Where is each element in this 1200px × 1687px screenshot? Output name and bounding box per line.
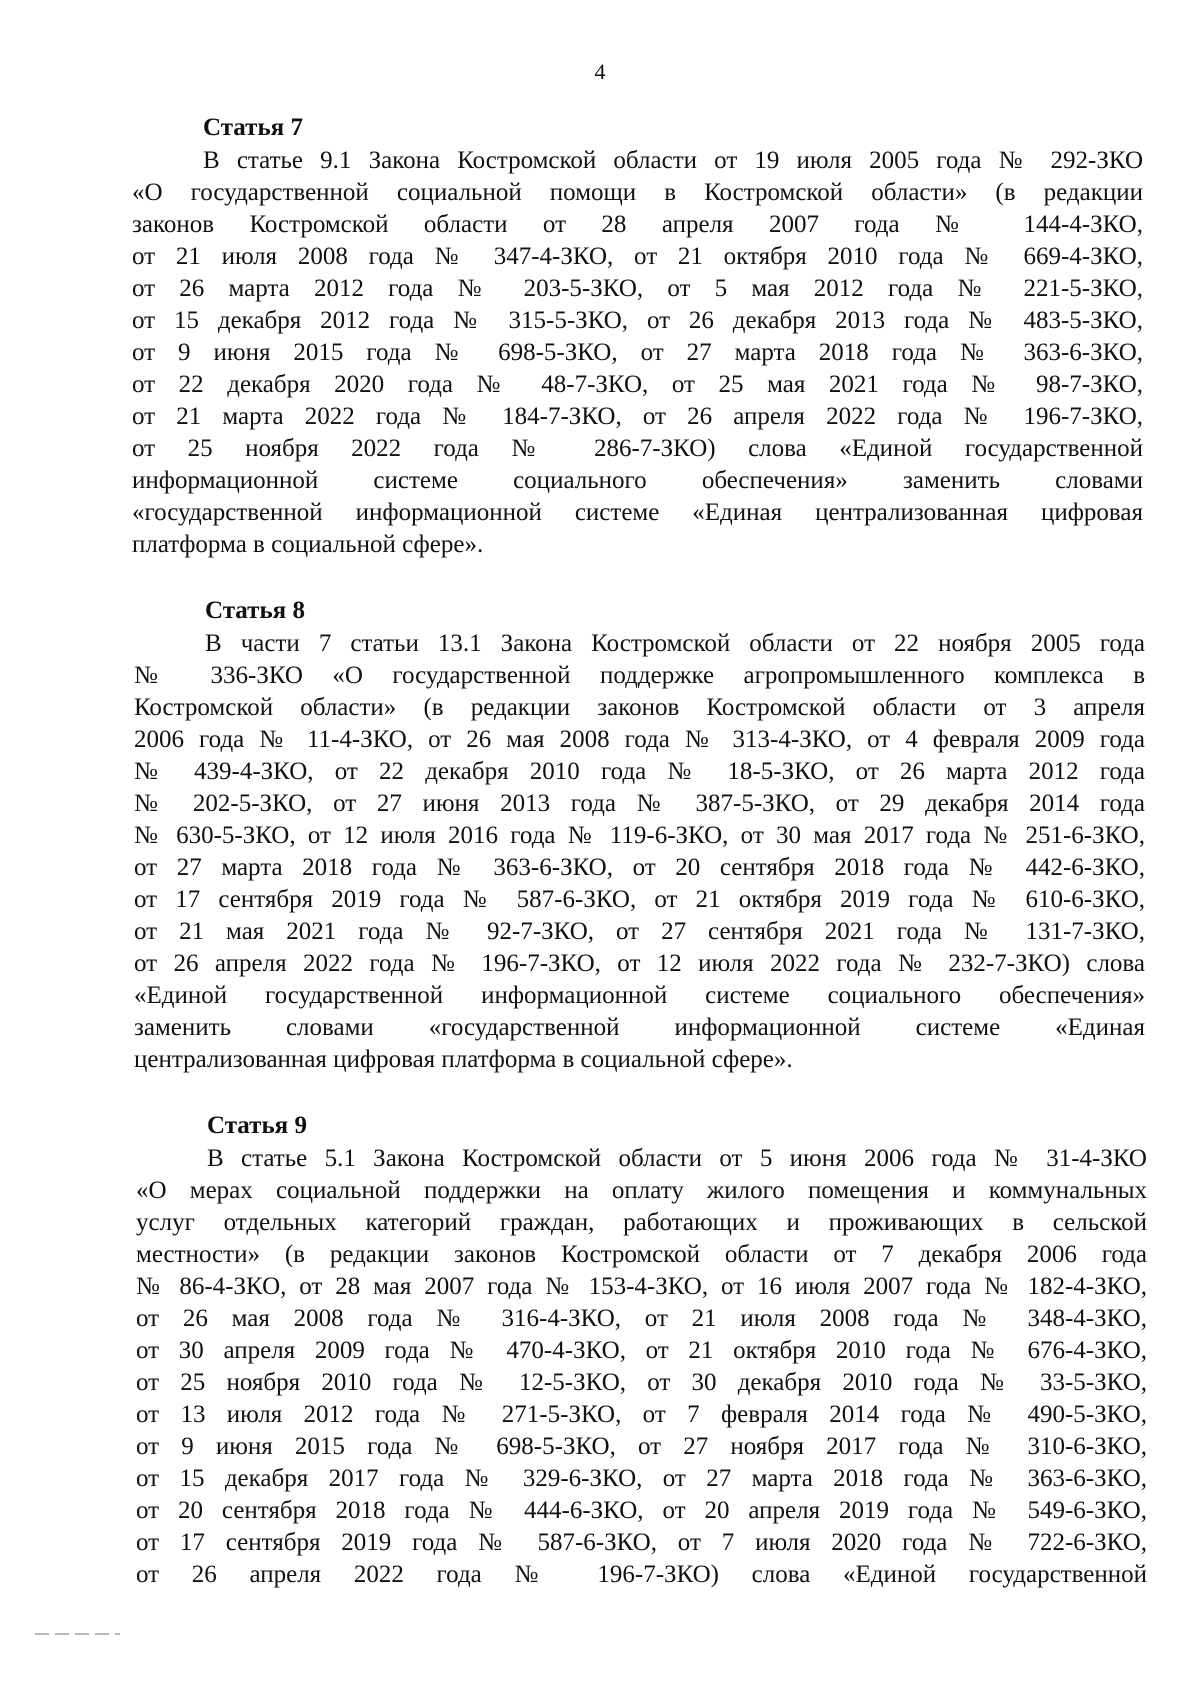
text-line: информационной системе социального обеспечения» заменить словами bbox=[132, 467, 1143, 494]
text-line: «О государственной социальной помощи в Костромской области» (в редакции bbox=[132, 179, 1143, 206]
text-line: «Единой государственной информационной системе социального обеспечения» bbox=[134, 982, 1145, 1009]
article-title: Статья 9 bbox=[207, 1112, 307, 1139]
text-line: В части 7 статьи 13.1 Закона Костромской области от 22 ноября 2005 года bbox=[205, 630, 1145, 657]
text-line: № 336-ЗКО «О государственной поддержке агропромышленного комплекса в bbox=[134, 662, 1145, 689]
text-line: от 22 декабря 2020 года № 48-7-ЗКО, от 25 мая 2021 года № 98-7-ЗКО, bbox=[132, 371, 1143, 398]
text-line: от 9 июня 2015 года № 698-5-ЗКО, от 27 ноября 2017 года № 310-6-ЗКО, bbox=[136, 1433, 1147, 1460]
text-line: 2006 года № 11-4-ЗКО, от 26 мая 2008 года № 313-4-ЗКО, от 4 февраля 2009 года bbox=[134, 726, 1145, 753]
text-line: № 630-5-ЗКО, от 12 июля 2016 года № 119-6-ЗКО, от 30 мая 2017 года № 251-6-ЗКО, bbox=[134, 822, 1145, 849]
text-line: от 20 сентября 2018 года № 444-6-ЗКО, от 20 апреля 2019 года № 549-6-ЗКО, bbox=[136, 1497, 1147, 1524]
text-line: местности» (в редакции законов Костромской области от 7 декабря 2006 года bbox=[136, 1241, 1147, 1268]
text-line: от 21 марта 2022 года № 184-7-ЗКО, от 26 апреля 2022 года № 196-7-ЗКО, bbox=[132, 403, 1143, 430]
text-line: от 26 мая 2008 года № 316-4-ЗКО, от 21 июля 2008 года № 348-4-ЗКО, bbox=[136, 1305, 1147, 1332]
page-number: 4 bbox=[594, 59, 606, 84]
text-line: от 13 июля 2012 года № 271-5-ЗКО, от 7 февраля 2014 года № 490-5-ЗКО, bbox=[136, 1401, 1147, 1428]
text-line: от 21 мая 2021 года № 92-7-ЗКО, от 27 сентября 2021 года № 131-7-ЗКО, bbox=[134, 918, 1145, 945]
text-line: централизованная цифровая платформа в социальной сфере». bbox=[134, 1046, 793, 1073]
text-line: от 26 апреля 2022 года № 196-7-ЗКО) слова «Единой государственной bbox=[136, 1561, 1147, 1588]
text-line: услуг отдельных категорий граждан, работающих и проживающих в сельской bbox=[136, 1209, 1147, 1236]
text-line: В статье 9.1 Закона Костромской области от 19 июля 2005 года № 292-ЗКО bbox=[203, 147, 1143, 174]
text-line: от 17 сентября 2019 года № 587-6-ЗКО, от 21 октября 2019 года № 610-6-ЗКО, bbox=[134, 886, 1145, 913]
text-line: от 17 сентября 2019 года № 587-6-ЗКО, от 7 июля 2020 года № 722-6-ЗКО, bbox=[136, 1529, 1147, 1556]
text-line: от 30 апреля 2009 года № 470-4-ЗКО, от 21 октября 2010 года № 676-4-ЗКО, bbox=[136, 1337, 1147, 1364]
text-line: от 25 ноября 2010 года № 12-5-ЗКО, от 30 декабря 2010 года № 33-5-ЗКО, bbox=[136, 1369, 1147, 1396]
text-line: № 439-4-ЗКО, от 22 декабря 2010 года № 18-5-ЗКО, от 26 марта 2012 года bbox=[134, 758, 1145, 785]
text-line: «государственной информационной системе «Единая централизованная цифровая bbox=[132, 499, 1143, 526]
text-line: от 26 марта 2012 года № 203-5-ЗКО, от 5 мая 2012 года № 221-5-ЗКО, bbox=[132, 275, 1143, 302]
scan-artifact bbox=[35, 1633, 120, 1635]
text-line: от 21 июля 2008 года № 347-4-ЗКО, от 21 октября 2010 года № 669-4-ЗКО, bbox=[132, 243, 1143, 270]
text-line: «О мерах социальной поддержки на оплату жилого помещения и коммунальных bbox=[136, 1177, 1147, 1204]
text-line: от 15 декабря 2017 года № 329-6-ЗКО, от 27 марта 2018 года № 363-6-ЗКО, bbox=[136, 1465, 1147, 1492]
text-line: от 25 ноября 2022 года № 286-7-ЗКО) слова «Единой государственной bbox=[132, 435, 1143, 462]
text-line: заменить словами «государственной информационной системе «Единая bbox=[134, 1014, 1145, 1041]
text-line: от 15 декабря 2012 года № 315-5-ЗКО, от 26 декабря 2013 года № 483-5-ЗКО, bbox=[132, 307, 1143, 334]
article-title: Статья 7 bbox=[203, 114, 303, 141]
text-line: В статье 5.1 Закона Костромской области от 5 июня 2006 года № 31-4-ЗКО bbox=[207, 1145, 1147, 1172]
text-line: Костромской области» (в редакции законов Костромской области от 3 апреля bbox=[134, 694, 1145, 721]
text-line: № 86-4-ЗКО, от 28 мая 2007 года № 153-4-ЗКО, от 16 июля 2007 года № 182-4-ЗКО, bbox=[136, 1273, 1147, 1300]
article-title: Статья 8 bbox=[205, 597, 305, 624]
text-line: № 202-5-ЗКО, от 27 июня 2013 года № 387-5-ЗКО, от 29 декабря 2014 года bbox=[134, 790, 1145, 817]
text-line: от 26 апреля 2022 года № 196-7-ЗКО, от 12 июля 2022 года № 232-7-ЗКО) слова bbox=[134, 950, 1145, 977]
text-line: платформа в социальной сфере». bbox=[132, 531, 484, 558]
text-line: от 27 марта 2018 года № 363-6-ЗКО, от 20 сентября 2018 года № 442-6-ЗКО, bbox=[134, 854, 1145, 881]
text-line: от 9 июня 2015 года № 698-5-ЗКО, от 27 марта 2018 года № 363-6-ЗКО, bbox=[132, 339, 1143, 366]
text-line: законов Костромской области от 28 апреля 2007 года № 144-4-ЗКО, bbox=[132, 211, 1143, 238]
